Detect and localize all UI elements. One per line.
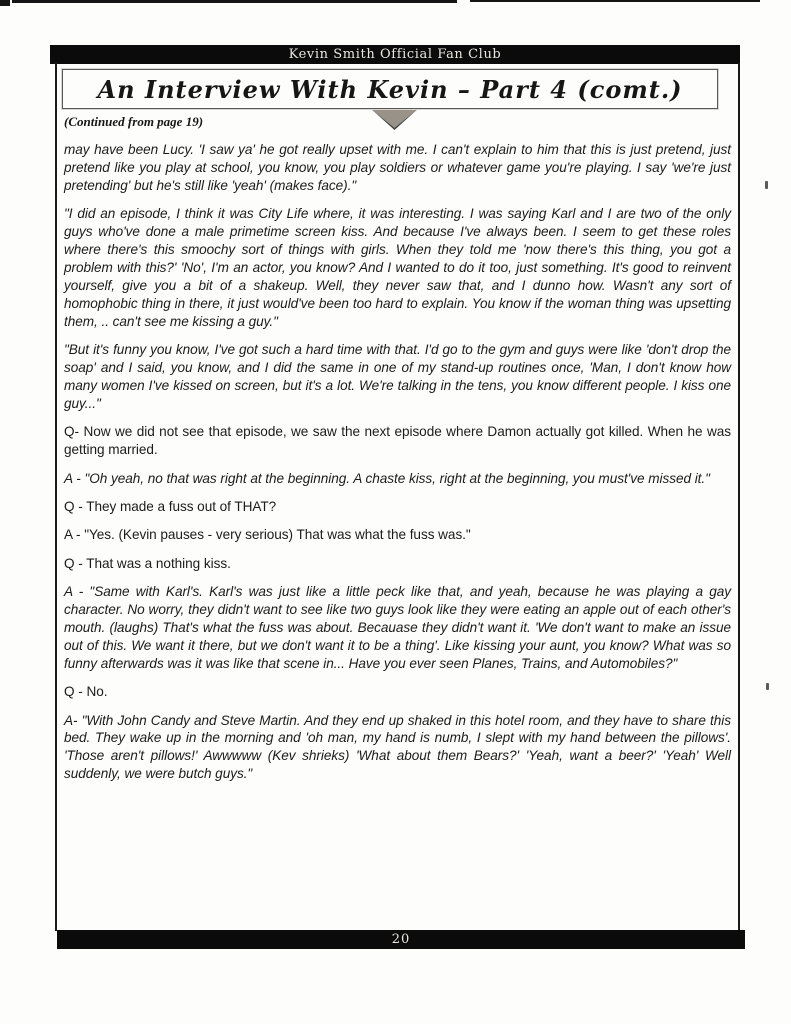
scan-artifact [12, 0, 457, 3]
continued-note: (Continued from page 19) [64, 114, 204, 129]
paragraph-kevin-quote: "But it's funny you know, I've got such a hard time with that. I'd go to the gym and guys were like 'don't drop the soap' and I said, you know, and I did the same in one of my stand-up routines once, 'Man, I don't know how many women I've kissed on screen, but it's a lot. We're talking in the tens, you know different people. I kiss one guy..." [64, 342, 731, 411]
question-line: Q - That was a nothing kiss. [64, 555, 231, 571]
footer-bar [57, 930, 745, 949]
question-line: Q - They made a fuss out of THAT? [64, 498, 277, 514]
scan-artifact [765, 181, 768, 189]
left-border-rule [55, 63, 57, 931]
question-line: Q - No. [64, 684, 108, 700]
scan-artifact [766, 683, 769, 690]
answer-line: A - "Yes. (Kevin pauses - very serious) That was what the fuss was." [64, 527, 471, 543]
article-title: An Interview With Kevin – Part 4 (comt.) [97, 74, 683, 104]
answer-line: A - "Oh yeah, no that was right at the beginning. A chaste kiss, right at the beginning, you must've missed it." [64, 470, 710, 486]
right-border-rule [738, 63, 740, 931]
down-arrow-ornament [369, 107, 420, 130]
masthead-title: Kevin Smith Official Fan Club [288, 47, 502, 62]
article-title-box [62, 69, 718, 109]
masthead-bar [50, 45, 740, 64]
scan-artifact [0, 0, 10, 6]
page-number: 20 [391, 932, 411, 947]
scan-artifact [470, 0, 760, 2]
answer-line: A - "Same with Karl's. Karl's was just like a little peck like that, and yeah, because he was playing a gay character. No worry, they didn't want to see like two guys look like they were eating an apple out of each other's mouth. (laughs) That's what the fuss was about. Becauase they didn't want it. 'We don't want to make an issue out of this. We want it there, but we don't want it to be a thing'. Like kissing your aunt, you know? What was so funny afterwards was it was like that scene in... Have you ever seen Planes, Trains, and Automobiles?" [64, 584, 731, 671]
article-body [64, 141, 731, 794]
question-line: Q- Now we did not see that episode, we saw the next episode where Damon actually got killed. When he was getting married. [64, 424, 731, 458]
answer-line: A- "With John Candy and Steve Martin. And they end up shaked in this hotel room, and they have to share this bed. They wake up in the morning and 'oh man, my hand is numb, I slept with my hand between the pillows'. 'Those aren't pillows!' Awwwww (Kev shrieks) 'What about them Bears?' 'Yeah, want a beer?' 'Yeah' Well suddenly, we were butch guys." [64, 712, 731, 782]
down-arrow-fill [371, 109, 418, 128]
paragraph-kevin-quote: "I did an episode, I think it was City Life where, it was interesting. I was saying Karl and I are two of the only guys who've done a male primetime screen kiss. And because I've always been. I seem to get these roles where there's this smoochy sort of things with girls. When they told me 'now there's this thing, you got a problem with this?' 'No', I'm an actor, you know? And I wanted to do it too, just something. It's good to reinvent yourself, give you a bit of a shakeup. Well, they never saw that, and I dunno how. Wasn't any sort of homophobic thing in there, it just would've been too hard to explain. You know if the woman thing was upsetting them, .. can't see me kissing a guy." [64, 206, 731, 329]
paragraph-continuation: may have been Lucy. 'I saw ya' he got really upset with me. I can't explain to him that this is just pretend, just pretend like you play at school, you know, you play soldiers or whatever game you're playing. I say 'we're just pretending' but he's still like 'yeah' (makes face)." [64, 142, 731, 193]
